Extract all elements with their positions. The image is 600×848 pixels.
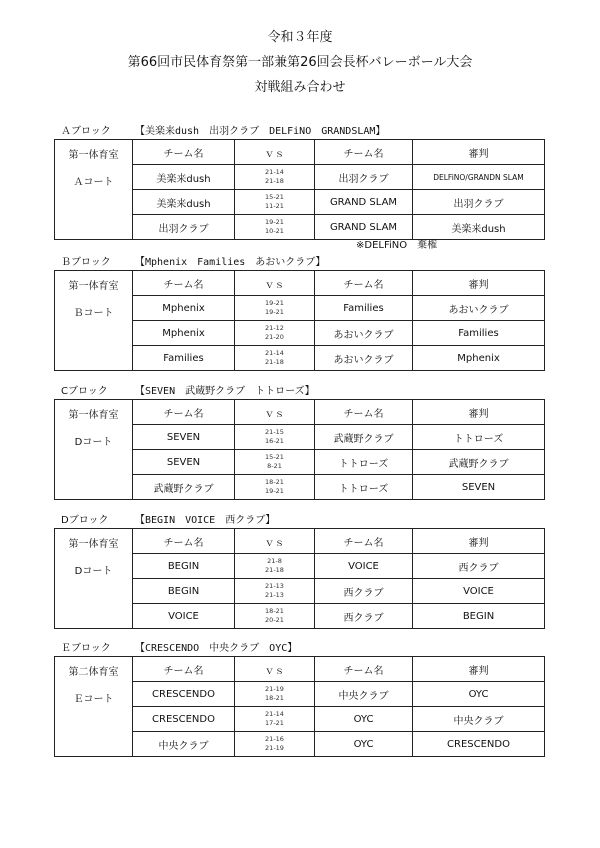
- block-name: Ｂブロック: [61, 257, 111, 268]
- referee: SEVEN: [413, 475, 545, 500]
- referee: CRESCENDO: [413, 732, 545, 757]
- set-score-2: 17-21: [265, 719, 284, 727]
- team-home: SEVEN: [133, 450, 235, 475]
- match-score: [235, 321, 315, 346]
- team-away: あおいクラブ: [315, 321, 413, 346]
- team-home: SEVEN: [133, 425, 235, 450]
- team-home: CRESCENDO: [133, 707, 235, 732]
- match-score: [235, 554, 315, 579]
- set-score-1: 18-21: [265, 607, 284, 615]
- team-away: 西クラブ: [315, 579, 413, 604]
- column-header-vs: ｖｓ: [235, 400, 315, 425]
- team-home: Mphenix: [133, 296, 235, 321]
- team-home: 出羽クラブ: [133, 215, 235, 240]
- referee: Families: [413, 321, 545, 346]
- team-home: Mphenix: [133, 321, 235, 346]
- venue-name: 第一体育室: [68, 281, 119, 292]
- team-home: Families: [133, 346, 235, 371]
- set-score-1: 21-13: [265, 582, 284, 590]
- column-header-referee: 審判: [413, 271, 545, 296]
- document-title-year: 令和３年度: [267, 30, 333, 45]
- match-table: [54, 399, 545, 500]
- match-score: [235, 707, 315, 732]
- column-header-team: チーム名: [315, 400, 413, 425]
- referee: DELFiNO/GRANDN SLAM: [413, 165, 545, 190]
- match-score: [235, 165, 315, 190]
- table-header-row: [55, 140, 545, 165]
- column-header-team: チーム名: [133, 400, 235, 425]
- column-header-vs: ｖｓ: [235, 140, 315, 165]
- set-score-2: 21-20: [265, 333, 284, 341]
- block-team-list: 【SEVEN 武蔵野クラブ トトローズ】: [135, 386, 315, 397]
- set-score-2: 20-21: [265, 616, 284, 624]
- block-name: Ａブロック: [61, 126, 111, 137]
- table-header-row: [55, 400, 545, 425]
- court-name: Dコート: [74, 437, 113, 448]
- set-score-1: 18-21: [265, 478, 284, 486]
- column-header-team: チーム名: [133, 271, 235, 296]
- set-score-1: 15-21: [265, 193, 284, 201]
- document-title-tournament: 第66回市民体育祭第一部兼第26回会長杯バレーボール大会: [127, 55, 473, 70]
- column-header-team: チーム名: [133, 657, 235, 682]
- team-away: 出羽クラブ: [315, 165, 413, 190]
- court-name: Ａコート: [73, 177, 114, 188]
- block-team-list: 【CRESCENDO 中央クラブ OYC】: [135, 643, 298, 654]
- referee: 中央クラブ: [413, 707, 545, 732]
- forfeit-note: ※DELFiNO 棄権: [356, 240, 438, 251]
- match-table: [54, 270, 545, 371]
- referee: VOICE: [413, 579, 545, 604]
- team-away: トトローズ: [315, 475, 413, 500]
- match-score: [235, 190, 315, 215]
- referee: トトローズ: [413, 425, 545, 450]
- referee: 西クラブ: [413, 554, 545, 579]
- column-header-team: チーム名: [133, 529, 235, 554]
- team-home: BEGIN: [133, 554, 235, 579]
- referee: 美楽来dush: [413, 215, 545, 240]
- venue-name: 第一体育室: [68, 150, 119, 161]
- match-score: [235, 579, 315, 604]
- set-score-2: 21-19: [265, 744, 284, 752]
- set-score-1: 15-21: [265, 453, 284, 461]
- team-away: OYC: [315, 707, 413, 732]
- venue-cell: [55, 657, 133, 757]
- match-score: [235, 296, 315, 321]
- match-score: [235, 215, 315, 240]
- venue-cell: [55, 400, 133, 500]
- match-score: [235, 450, 315, 475]
- column-header-team: チーム名: [133, 140, 235, 165]
- set-score-1: 21-12: [265, 324, 284, 332]
- team-away: GRAND SLAM: [315, 190, 413, 215]
- set-score-1: 21-16: [265, 735, 284, 743]
- court-name: Ｅコート: [73, 694, 114, 705]
- column-header-team: チーム名: [315, 271, 413, 296]
- venue-name: 第一体育室: [68, 410, 119, 421]
- table-header-row: [55, 657, 545, 682]
- block-team-list: 【BEGIN VOICE 西クラブ】: [135, 515, 276, 526]
- set-score-2: 21-18: [265, 358, 284, 366]
- document-title-matchups: 対戦組み合わせ: [254, 80, 346, 95]
- column-header-referee: 審判: [413, 400, 545, 425]
- column-header-team: チーム名: [315, 657, 413, 682]
- block-header: [61, 511, 275, 526]
- set-score-2: 16-21: [265, 437, 284, 445]
- set-score-1: 21-8: [267, 557, 282, 565]
- team-home: 武蔵野クラブ: [133, 475, 235, 500]
- match-score: [235, 475, 315, 500]
- block-team-list: 【Mphenix Families あおいクラブ】: [135, 257, 326, 268]
- referee: 出羽クラブ: [413, 190, 545, 215]
- column-header-referee: 審判: [413, 140, 545, 165]
- column-header-vs: ｖｓ: [235, 271, 315, 296]
- block-name: Dブロック: [61, 515, 109, 526]
- table-header-row: [55, 529, 545, 554]
- set-score-1: 21-15: [265, 428, 284, 436]
- match-score: [235, 604, 315, 629]
- team-away: 西クラブ: [315, 604, 413, 629]
- match-score: [235, 682, 315, 707]
- team-home: VOICE: [133, 604, 235, 629]
- set-score-2: 21-18: [265, 177, 284, 185]
- team-home: BEGIN: [133, 579, 235, 604]
- venue-cell: [55, 271, 133, 371]
- court-name: Dコート: [74, 566, 113, 577]
- set-score-2: 10-21: [265, 227, 284, 235]
- set-score-1: 21-14: [265, 710, 284, 718]
- table-header-row: [55, 271, 545, 296]
- venue-name: 第一体育室: [68, 539, 119, 550]
- column-header-vs: ｖｓ: [235, 657, 315, 682]
- match-score: [235, 425, 315, 450]
- team-away: トトローズ: [315, 450, 413, 475]
- block-name: Ｅブロック: [61, 643, 111, 654]
- team-away: OYC: [315, 732, 413, 757]
- set-score-1: 19-21: [265, 218, 284, 226]
- set-score-2: 11-21: [265, 202, 284, 210]
- block-team-list: 【美楽来dush 出羽クラブ DELFiNO GRANDSLAM】: [135, 126, 386, 137]
- set-score-2: 21-13: [265, 591, 284, 599]
- set-score-2: 8-21: [267, 462, 282, 470]
- block-name: Cブロック: [61, 386, 108, 397]
- set-score-2: 18-21: [265, 694, 284, 702]
- set-score-1: 21-14: [265, 349, 284, 357]
- team-away: あおいクラブ: [315, 346, 413, 371]
- match-score: [235, 732, 315, 757]
- match-table: [54, 656, 545, 757]
- set-score-2: 19-21: [265, 487, 284, 495]
- team-away: VOICE: [315, 554, 413, 579]
- venue-cell: [55, 529, 133, 629]
- referee: BEGIN: [413, 604, 545, 629]
- set-score-2: 21-18: [265, 566, 284, 574]
- match-table: [54, 139, 545, 240]
- match-score: [235, 346, 315, 371]
- column-header-vs: ｖｓ: [235, 529, 315, 554]
- block-header: [61, 382, 315, 397]
- team-away: Families: [315, 296, 413, 321]
- team-away: GRAND SLAM: [315, 215, 413, 240]
- block-header: [61, 639, 297, 654]
- team-home: 美楽来dush: [133, 190, 235, 215]
- team-away: 中央クラブ: [315, 682, 413, 707]
- set-score-1: 19-21: [265, 299, 284, 307]
- team-away: 武蔵野クラブ: [315, 425, 413, 450]
- referee: あおいクラブ: [413, 296, 545, 321]
- column-header-team: チーム名: [315, 140, 413, 165]
- column-header-referee: 審判: [413, 529, 545, 554]
- venue-cell: [55, 140, 133, 240]
- referee: 武蔵野クラブ: [413, 450, 545, 475]
- set-score-1: 21-14: [265, 168, 284, 176]
- block-header: [61, 253, 325, 268]
- referee: OYC: [413, 682, 545, 707]
- team-home: 美楽来dush: [133, 165, 235, 190]
- column-header-team: チーム名: [315, 529, 413, 554]
- set-score-1: 21-19: [265, 685, 284, 693]
- referee: Mphenix: [413, 346, 545, 371]
- set-score-2: 19-21: [265, 308, 284, 316]
- block-header: [61, 122, 385, 137]
- match-table: [54, 528, 545, 629]
- venue-name: 第二体育室: [68, 667, 119, 678]
- team-home: 中央クラブ: [133, 732, 235, 757]
- column-header-referee: 審判: [413, 657, 545, 682]
- court-name: Ｂコート: [73, 308, 114, 319]
- team-home: CRESCENDO: [133, 682, 235, 707]
